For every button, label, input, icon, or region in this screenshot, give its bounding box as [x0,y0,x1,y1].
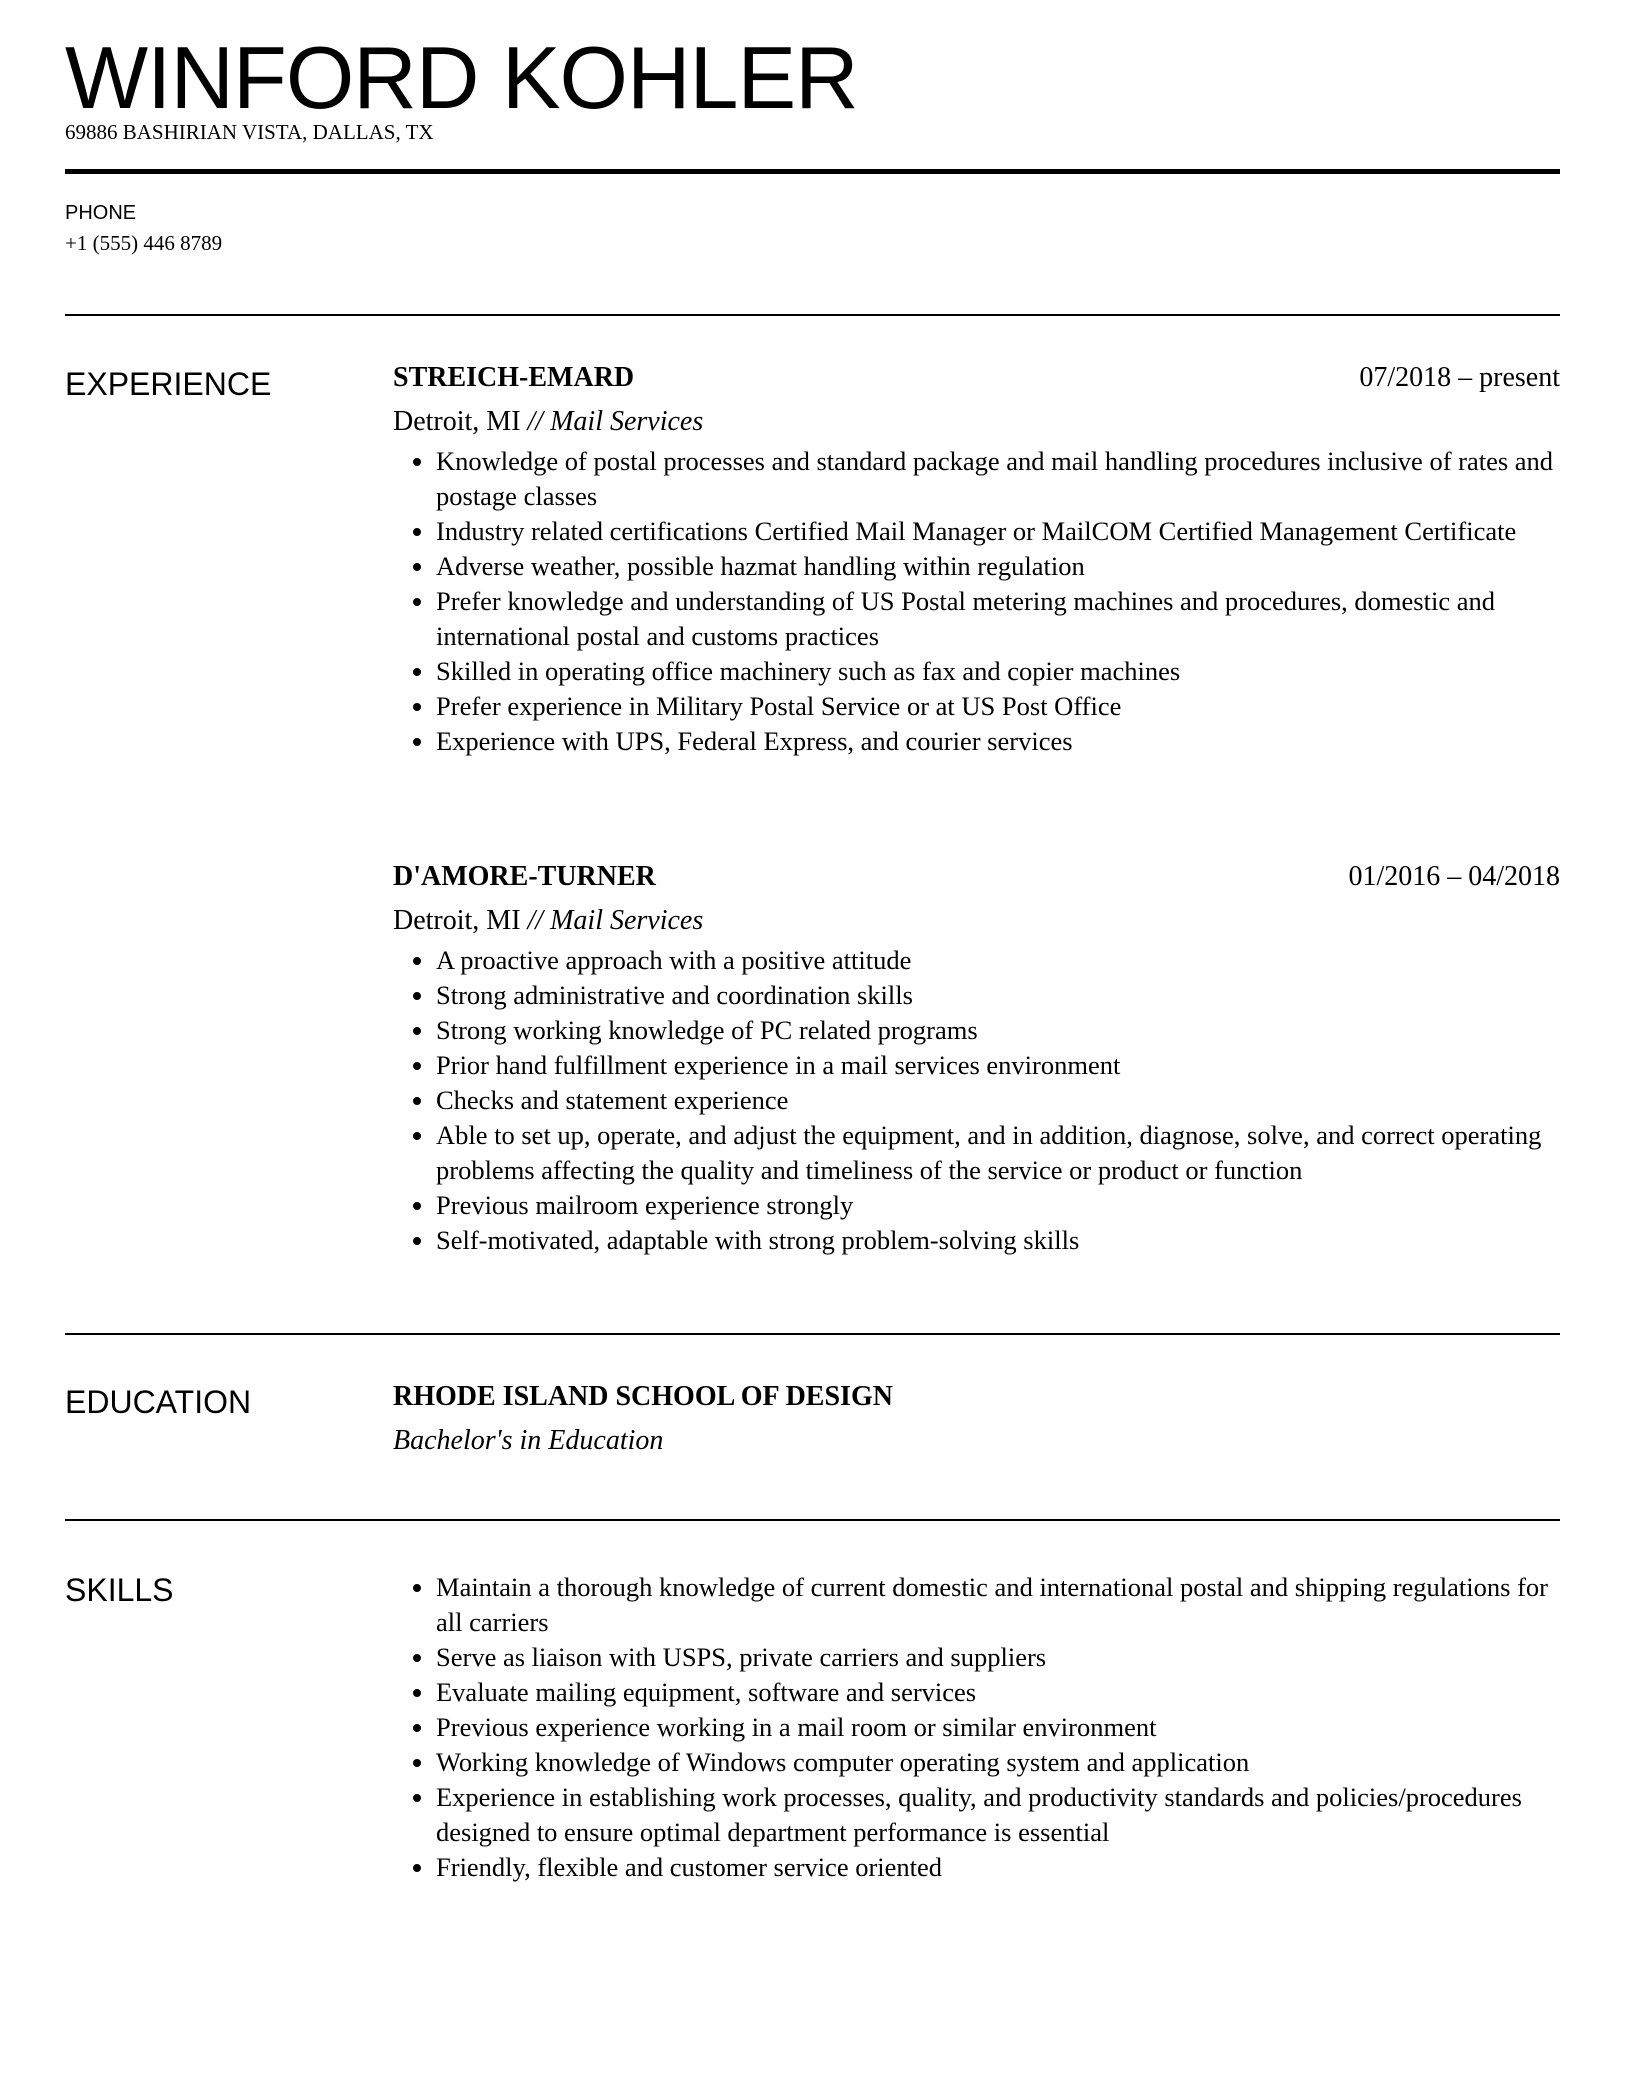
job-role: Mail Services [550,406,704,437]
list-item: • Friendly, flexible and customer service oriented [436,1850,1560,1885]
list-item: • Industry related certifications Certified Mail Manager or MailCOM Certified Management Certificate [436,514,1560,549]
list-item: • Previous mailroom experience strongly [436,1188,1560,1223]
list-item: • Evaluate mailing equipment, software and services [436,1675,1560,1710]
list-item: • Prior hand fulfillment experience in a mail services environment [436,1048,1560,1083]
experience-title: EXPERIENCE [65,366,272,402]
school-name: RHODE ISLAND SCHOOL OF DESIGN [393,1381,893,1412]
list-item: • Strong administrative and coordination skills [436,978,1560,1013]
list-item: • Able to set up, operate, and adjust the equipment, and in addition, diagnose, solve, and correct operating problems affecting the quality and timeliness of the service or product or function [436,1118,1560,1188]
job-subtitle [393,901,1560,941]
job-location: Detroit, MI [393,905,521,936]
separator: // [520,905,551,936]
degree [393,1421,1560,1461]
job-location: Detroit, MI [393,406,521,437]
list-item: • Strong working knowledge of PC related programs [436,1013,1560,1048]
education-section [393,1381,1560,1461]
education-title: EDUCATION [65,1384,252,1420]
list-item: • Prefer experience in Military Postal Service or at US Post Office [436,689,1560,724]
list-item: • Experience with UPS, Federal Express, and courier services [436,724,1560,759]
job-entry [393,861,1560,1258]
job-dates: 07/2018 – present [1359,362,1560,393]
list-item: • Experience in establishing work processes, quality, and productivity standards and policies/procedures designed to ensure optimal department performance is essential [436,1780,1560,1850]
address: 69886 BASHIRIAN VISTA, DALLAS, TX [65,120,434,144]
job-entry [393,362,1560,759]
company-name: STREICH-EMARD [393,362,635,393]
job-bullets [393,444,1560,759]
skills-list [393,1570,1560,1885]
list-item: • Self-motivated, adaptable with strong problem-solving skills [436,1223,1560,1258]
list-item: • Maintain a thorough knowledge of current domestic and international postal and shipping regulations for all carriers [436,1570,1560,1640]
phone-label: PHONE [65,202,137,224]
degree-text: Bachelor's in Education [393,1425,664,1456]
list-item: • Checks and statement experience [436,1083,1560,1118]
separator: // [520,406,551,437]
list-item: • Skilled in operating office machinery such as fax and copier machines [436,654,1560,689]
section-divider [65,314,1560,316]
skills-title: SKILLS [65,1572,174,1608]
list-item: • Previous experience working in a mail room or similar environment [436,1710,1560,1745]
job-dates: 01/2016 – 04/2018 [1348,861,1560,892]
list-item: • Knowledge of postal processes and standard package and mail handling procedures inclusive of rates and postage classes [436,444,1560,514]
list-item: • Serve as liaison with USPS, private carriers and suppliers [436,1640,1560,1675]
list-item: • Prefer knowledge and understanding of US Postal metering machines and procedures, domestic and international postal and customs practices [436,584,1560,654]
experience-section [393,362,1560,759]
job-bullets [393,943,1560,1258]
job-subtitle [393,402,1560,442]
list-item: • Adverse weather, possible hazmat handling within regulation [436,549,1560,584]
job-role: Mail Services [550,905,704,936]
phone-number: +1 (555) 446 8789 [65,231,223,255]
list-item: • Working knowledge of Windows computer operating system and application [436,1745,1560,1780]
skills-section [393,1568,1560,1885]
company-name: D'AMORE-TURNER [393,861,656,892]
section-divider [65,1333,1560,1335]
section-divider [65,1519,1560,1521]
header-divider [65,169,1560,174]
candidate-name: WINFORD KOHLER [65,28,858,127]
list-item: • A proactive approach with a positive attitude [436,943,1560,978]
